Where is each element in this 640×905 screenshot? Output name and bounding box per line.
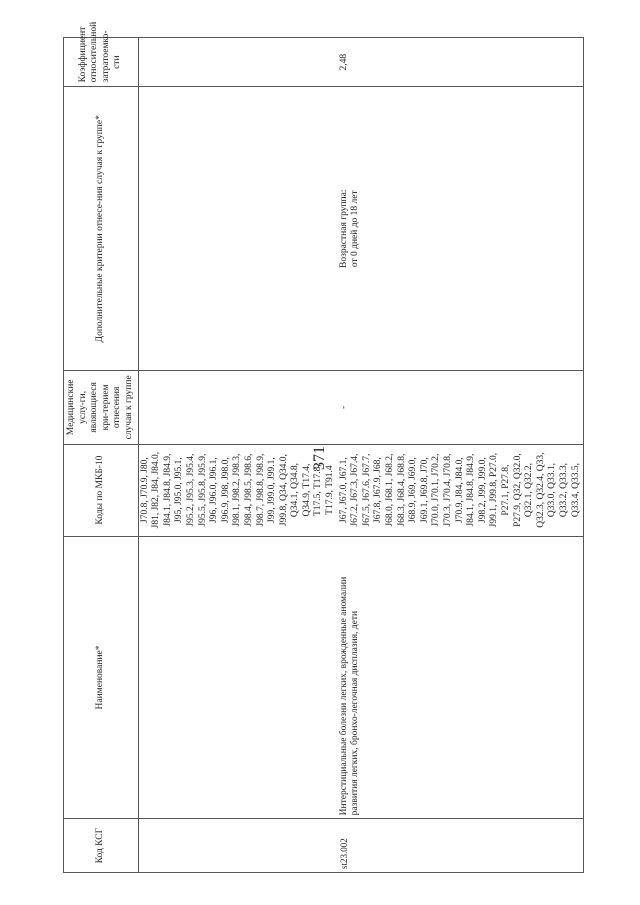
- mkb-code-line: J67.5, J67.6, J67.7,: [361, 453, 372, 527]
- mkb-code-line: P27.9, Q32, Q32.0,: [512, 453, 523, 527]
- header-coefficient: Коэффициент относительной затратоемко-сти: [64, 38, 139, 87]
- criteria-line-1: Возрастная группа:: [338, 189, 349, 269]
- continuation-code-line: J96, J96.0, J96.1,: [209, 457, 220, 523]
- continuation-code-line: J81, J82, J84, J84.0,: [151, 451, 162, 529]
- mkb-code-line: J69.1, J69.8, J70,: [419, 457, 430, 523]
- mkb-code-line: P27.1, P27.8,: [500, 464, 511, 516]
- table-header-row: [64, 38, 139, 873]
- mkb-code-line: J67.8, J67.9, J68,: [373, 457, 384, 523]
- mkb-code-line: J70.0, J70.1, J70.2,: [431, 453, 442, 527]
- header-services: Медицинские услу-ги, являющиеся кри-терием отнесения случая к группе: [64, 371, 139, 444]
- criteria-line-2: от 0 дней до 18 лет: [350, 190, 361, 268]
- continuation-code-line: J95.2, J95.3, J95.4,: [185, 453, 196, 527]
- page-number: 371: [311, 446, 328, 470]
- continuation-code-line: J99, J99.0, J99.1,: [267, 457, 278, 523]
- mkb-code-line: J98.2, J99, J99.0,: [477, 457, 488, 523]
- continuation-row: [138, 38, 338, 873]
- continuation-code-line: J98.1, J98.2, J98.3,: [232, 453, 243, 527]
- continuation-code-line: J95.5, J95.8, J95.9,: [197, 453, 208, 527]
- mkb-code-line: J70.9, J84, J84.0,: [454, 457, 465, 523]
- header-mkb: Коды по МКБ-10: [64, 444, 139, 536]
- mkb-code-line: J67.2, J67.3, J67.4,: [350, 453, 361, 527]
- criteria-cell: [338, 87, 584, 371]
- continuation-code-line: T17.9, T91.4: [325, 465, 336, 515]
- services-cell: -: [338, 371, 584, 444]
- continuation-code-line: Q34.1, Q34.8,: [290, 463, 301, 518]
- ksg-code: st23.002: [338, 819, 584, 873]
- header-code: Код КСГ: [64, 819, 139, 873]
- mkb-code-line: Q33.4, Q33.5,: [570, 463, 581, 518]
- coefficient-cell: 2,48: [338, 38, 584, 87]
- mkb-code-line: Q32.1, Q32.2,: [524, 463, 535, 518]
- mkb-code-line: Q33.0, Q33.1,: [547, 463, 558, 518]
- header-name: Наименование*: [64, 536, 139, 819]
- mkb-code-line: Q32.3, Q32.4, Q33,: [535, 452, 546, 528]
- continuation-code-line: J96.9, J98, J98.0,: [220, 457, 231, 523]
- ksg-table: [63, 21, 584, 873]
- mkb-code-line: J70.3, J70.4, J70.8,: [443, 453, 453, 527]
- ksg-name: Интерстициальные болезни легких, врожденные аномалии развития легких, бронхо-легочная дисплазия, дети: [338, 536, 584, 819]
- continuation-code-line: J95, J95.0, J95.1,: [174, 457, 185, 523]
- mkb-code-line: J84.1, J84.8, J84.9,: [466, 453, 477, 527]
- continuation-code-line: J98.4, J98.5, J98.6,: [243, 453, 254, 527]
- continuation-code-line: J99.8, Q34, Q34.0,: [278, 454, 289, 527]
- mkb-code-line: J68.9, J69, J69.0,: [408, 457, 419, 523]
- mkb-code-line: J68.3, J68.4, J68.8,: [396, 453, 407, 527]
- continuation-code-line: J98.7, J98.8, J98.9,: [255, 453, 266, 527]
- header-criteria: Дополнительные критерии отнесе-ния случая к группе*: [64, 87, 139, 371]
- continuation-codes-cell: [138, 444, 338, 536]
- mkb-code-line: J68.0, J68.1, J68.2,: [385, 453, 396, 527]
- ksg-table-sheet: [63, 21, 583, 873]
- mkb-code-line: Q33.2, Q33.3,: [558, 463, 569, 518]
- mkb-code-line: J99.1, J99.8, P27.0,: [489, 452, 500, 528]
- table-row-st23-002: [338, 38, 584, 873]
- continuation-code-line: J84.1, J84.8, J84.9,: [162, 453, 173, 527]
- continuation-code-line: J70.8, J70.9, J80,: [139, 457, 150, 523]
- mkb-code-line: J67, J67.0, J67.1,: [338, 457, 349, 523]
- mkb-codes-cell: [338, 444, 584, 536]
- continuation-code-line: T17.5, T17.8,: [313, 464, 324, 516]
- continuation-code-line: Q34.9, T17.4,: [301, 463, 312, 517]
